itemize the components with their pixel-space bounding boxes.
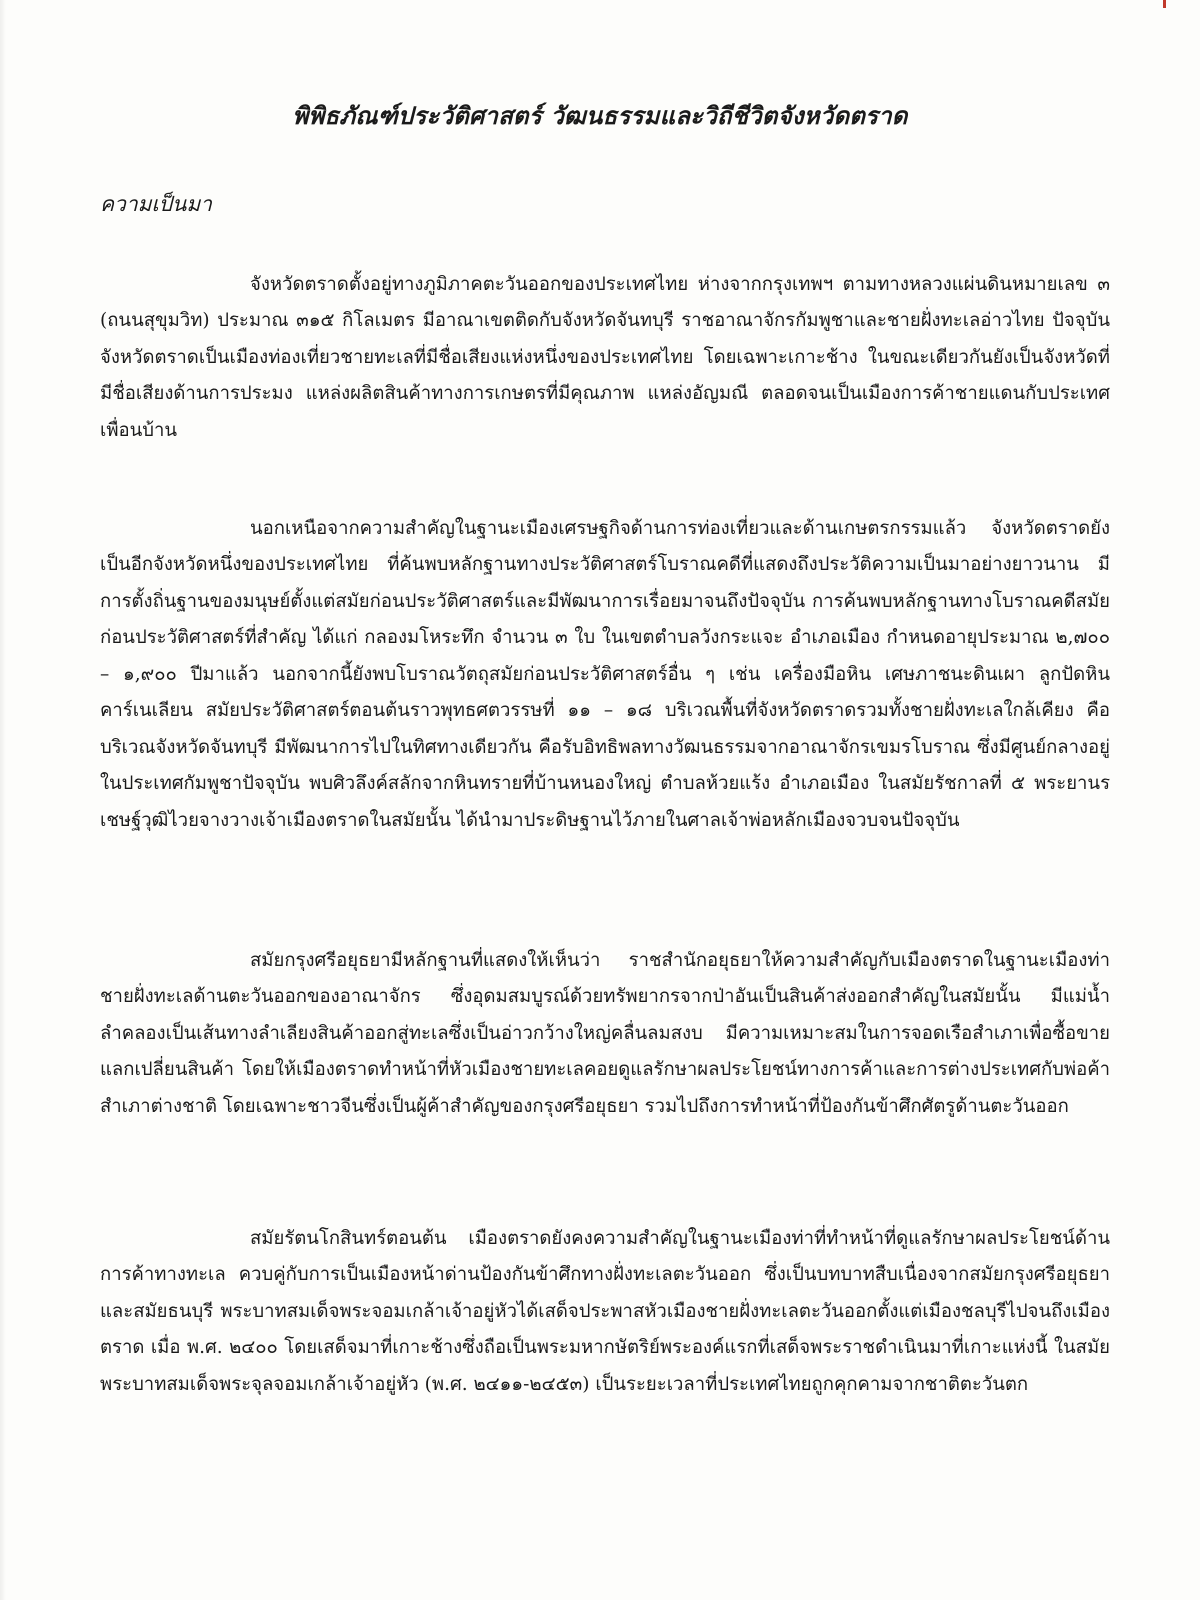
red-ink-mark (1163, 0, 1166, 8)
document-title: พิพิธภัณฑ์ประวัติศาสตร์ วัฒนธรรมและวิถีชีวิตจังหวัดตราด (292, 101, 908, 130)
paragraph-3: สมัยกรุงศรีอยุธยามีหลักฐานที่แสดงให้เห็นว่า ราชสำนักอยุธยาให้ความสำคัญกับเมืองตราดในฐานะเมืองท่าชายฝั่งทะเลด้านตะวันออกของอาณาจักร ซึ่งอุดมสมบูรณ์ด้วยทรัพยากรจากป่าอันเป็นสินค้าส่งออกสำคัญในสมัยนั้น มีแม่น้ำลำคลองเป็นเส้นทางลำเลียงสินค้าออกสู่ทะเลซึ่งเป็นอ่าวกว้างใหญ่คลื่นลมสงบ มีความเหมาะสมในการจอดเรือสำเภาเพื่อซื้อขายแลกเปลี่ยนสินค้า โดยให้เมืองตราดทำหน้าที่หัวเมืองชายทะเลคอยดูแลรักษาผลประโยชน์ทางการค้าและการต่างประเทศกับพ่อค้าสำเภาต่างชาติ โดยเฉพาะชาวจีนซึ่งเป็นผู้ค้าสำคัญของกรุงศรีอยุธยา รวมไปถึงการทำหน้าที่ป้องกันข้าศึกศัตรูด้านตะวันออก (100, 949, 1110, 1117)
section-heading: ความเป็นมา (100, 192, 212, 216)
scan-edge-shadow (0, 0, 6, 1600)
paragraph-2: นอกเหนือจากความสำคัญในฐานะเมืองเศรษฐกิจด้านการท่องเที่ยวและด้านเกษตรกรรมแล้ว จังหวัดตราดยังเป็นอีกจังหวัดหนึ่งของประเทศไทย ที่ค้นพบหลักฐานทางประวัติศาสตร์โบราณคดีที่แสดงถึงประวัติความเป็นมาอย่างยาวนาน มีการตั้งถิ่นฐานของมนุษย์ตั้งแต่สมัยก่อนประวัติศาสตร์และมีพัฒนาการเรื่อยมาจนถึงปัจจุบัน การค้นพบหลักฐานทางโบราณคดีสมัยก่อนประวัติศาสตร์ที่สำคัญ ได้แก่ กลองมโหระทึก จำนวน ๓ ใบ ในเขตตำบลวังกระแจะ อำเภอเมือง กำหนดอายุประมาณ ๒,๗๐๐ – ๑,๙๐๐ ปีมาแล้ว นอกจากนี้ยังพบโบราณวัตถุสมัยก่อนประวัติศาสตร์อื่น ๆ เช่น เครื่องมือหิน เศษภาชนะดินเผา ลูกปัดหินคาร์เนเลียน สมัยประวัติศาสตร์ตอนต้นราวพุทธศตวรรษที่ ๑๑ – ๑๘ บริเวณพื้นที่จังหวัดตราดรวมทั้งชายฝั่งทะเลใกล้เคียง คือบริเวณจังหวัดจันทบุรี มีพัฒนาการไปในทิศทางเดียวกัน คือรับอิทธิพลทางวัฒนธรรมจากอาณาจักรเขมรโบราณ ซึ่งมีศูนย์กลางอยู่ในประเทศกัมพูชาปัจจุบัน พบศิวลึงค์สลักจากหินทรายที่บ้านหนองใหญ่ ตำบลห้วยแร้ง อำเภอเมือง ในสมัยรัชกาลที่ ๕ พระยานรเชษฐ์วุฒิไวยจางวางเจ้าเมืองตราดในสมัยนั้น ได้นำมาประดิษฐานไว้ภายในศาลเจ้าพ่อหลักเมืองจวบจนปัจจุบัน (100, 517, 1110, 831)
paragraph-4: สมัยรัตนโกสินทร์ตอนต้น เมืองตราดยังคงความสำคัญในฐานะเมืองท่าที่ทำหน้าที่ดูแลรักษาผลประโยชน์ด้านการค้าทางทะเล ควบคู่กับการเป็นเมืองหน้าด่านป้องกันข้าศึกทางฝั่งทะเลตะวันออก ซึ่งเป็นบทบาทสืบเนื่องจากสมัยกรุงศรีอยุธยาและสมัยธนบุรี พระบาทสมเด็จพระจอมเกล้าเจ้าอยู่หัวได้เสด็จประพาสหัวเมืองชายฝั่งทะเลตะวันออกตั้งแต่เมืองชลบุรีไปจนถึงเมืองตราด เมื่อ พ.ศ. ๒๔๐๐ โดยเสด็จมาที่เกาะช้างซึ่งถือเป็นพระมหากษัตริย์พระองค์แรกที่เสด็จพระราชดำเนินมาที่เกาะแห่งนี้ ในสมัยพระบาทสมเด็จพระจุลจอมเกล้าเจ้าอยู่หัว (พ.ศ. ๒๔๑๑-๒๔๕๓) เป็นระยะเวลาที่ประเทศไทยถูกคุกคามจากชาติตะวันตก (100, 1227, 1110, 1395)
paragraph-1: จังหวัดตราดตั้งอยู่ทางภูมิภาคตะวันออกของประเทศไทย ห่างจากกรุงเทพฯ ตามทางหลวงแผ่นดินหมายเลข ๓ (ถนนสุขุมวิท) ประมาณ ๓๑๕ กิโลเมตร มีอาณาเขตติดกับจังหวัดจันทบุรี ราชอาณาจักรกัมพูชาและชายฝั่งทะเลอ่าวไทย ปัจจุบันจังหวัดตราดเป็นเมืองท่องเที่ยวชายทะเลที่มีชื่อเสียงแห่งหนึ่งของประเทศไทย โดยเฉพาะเกาะช้าง ในขณะเดียวกันยังเป็นจังหวัดที่มีชื่อเสียงด้านการประมง แหล่งผลิตสินค้าทางการเกษตรที่มีคุณภาพ แหล่งอัญมณี ตลอดจนเป็นเมืองการค้าชายแดนกับประเทศเพื่อนบ้าน (100, 273, 1110, 441)
